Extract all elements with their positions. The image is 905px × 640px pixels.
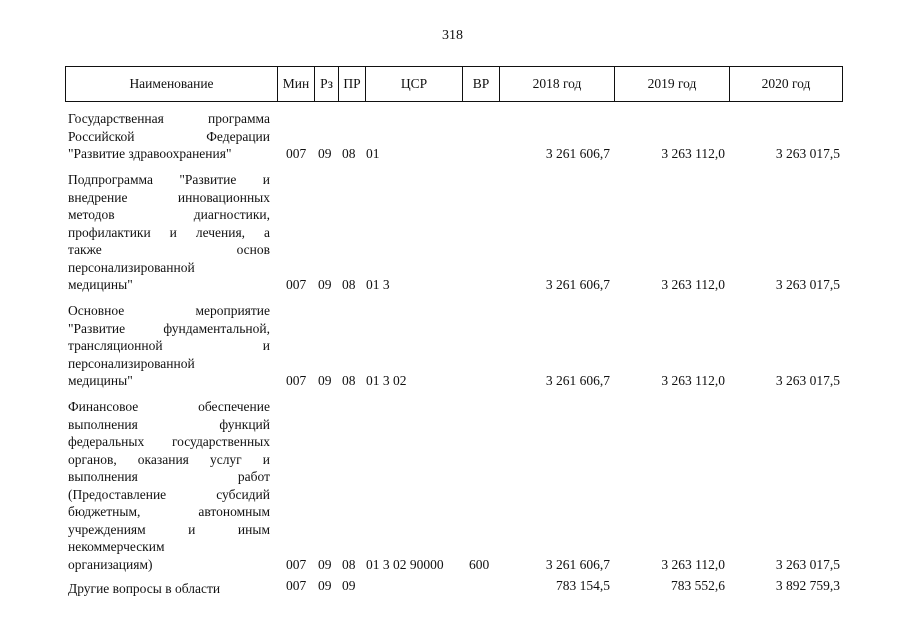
row-name bbox=[68, 580, 270, 598]
row-name-line: Подпрограмма "Развитие и bbox=[68, 172, 270, 187]
row-min: 007 bbox=[286, 556, 307, 572]
row-2020: 3 892 759,3 bbox=[775, 578, 840, 593]
table-row bbox=[0, 398, 905, 573]
row-name-line: методов диагностики, bbox=[68, 207, 270, 222]
row-name-line: также основ bbox=[68, 242, 270, 257]
row-name-line: учреждениям и иным bbox=[68, 521, 270, 537]
row-2019: 3 263 112,0 bbox=[661, 146, 725, 161]
row-2019: 3 263 112,0 bbox=[661, 277, 725, 292]
row-name-line: организациям) bbox=[68, 556, 153, 572]
row-2018: 783 154,5 bbox=[556, 578, 610, 593]
row-name-line: Российской Федерации bbox=[68, 128, 270, 144]
row-2020: 3 263 017,5 bbox=[775, 556, 840, 572]
row-name bbox=[68, 302, 270, 390]
header-csr: ЦСР bbox=[365, 67, 462, 101]
row-rz: 09 bbox=[318, 277, 332, 292]
header-pr: ПР bbox=[338, 67, 365, 101]
header-vr: ВР bbox=[462, 67, 499, 101]
row-csr: 01 3 02 90000 bbox=[366, 556, 444, 572]
table-row bbox=[0, 110, 905, 163]
row-2018: 3 261 606,7 bbox=[545, 373, 610, 388]
row-pr: 09 bbox=[342, 578, 356, 593]
row-csr: 01 3 bbox=[366, 277, 390, 292]
table-header bbox=[65, 66, 843, 102]
row-name-line: выполнения функций bbox=[68, 416, 270, 432]
row-name-line: Финансовое обеспечение bbox=[68, 399, 270, 414]
row-pr: 08 bbox=[342, 146, 356, 161]
row-min: 007 bbox=[286, 277, 307, 292]
row-name-line: внедрение инновационных bbox=[68, 189, 270, 205]
row-name-line: медицины" bbox=[68, 373, 133, 388]
row-name bbox=[68, 398, 270, 573]
header-min: Мин bbox=[277, 67, 314, 101]
row-name-line: бюджетным, автономным bbox=[68, 504, 270, 519]
row-2020: 3 263 017,5 bbox=[775, 277, 840, 292]
row-name-line: профилактики и лечения, а bbox=[68, 224, 270, 240]
header-rz: Рз bbox=[314, 67, 338, 101]
row-name-line: Другие вопросы в области bbox=[68, 581, 221, 596]
row-name bbox=[68, 110, 270, 163]
row-vr: 600 bbox=[469, 556, 490, 572]
row-name-line: "Развитие фундаментальной, bbox=[68, 320, 270, 336]
row-name-line: трансляционной и bbox=[68, 338, 270, 353]
row-csr: 01 3 02 bbox=[366, 373, 407, 388]
row-name-line: органов, оказания услуг и bbox=[68, 451, 270, 467]
row-2019: 3 263 112,0 bbox=[661, 373, 725, 388]
row-min: 007 bbox=[286, 578, 307, 593]
row-min: 007 bbox=[286, 373, 307, 388]
row-name-line: "Развитие здравоохранения" bbox=[68, 146, 232, 161]
row-name-line: персонализированной bbox=[68, 355, 195, 371]
row-pr: 08 bbox=[342, 556, 356, 572]
row-rz: 09 bbox=[318, 556, 332, 572]
row-rz: 09 bbox=[318, 373, 332, 388]
row-min: 007 bbox=[286, 146, 307, 161]
row-2018: 3 261 606,7 bbox=[545, 146, 610, 161]
row-name-line: федеральных государственных bbox=[68, 434, 270, 449]
row-rz: 09 bbox=[318, 146, 332, 161]
row-2018: 3 261 606,7 bbox=[545, 556, 610, 572]
table-row bbox=[0, 171, 905, 294]
header-2018: 2018 год bbox=[499, 67, 614, 101]
row-pr: 08 bbox=[342, 277, 356, 292]
row-name-line: некоммерческим bbox=[68, 539, 165, 554]
row-csr: 01 bbox=[366, 146, 380, 161]
page-number: 318 bbox=[442, 28, 463, 43]
row-2019: 3 263 112,0 bbox=[661, 556, 725, 572]
row-rz: 09 bbox=[318, 578, 332, 593]
table-row bbox=[0, 580, 905, 598]
header-2019: 2019 год bbox=[614, 67, 729, 101]
header-name: Наименование bbox=[129, 76, 214, 91]
row-2020: 3 263 017,5 bbox=[775, 373, 840, 388]
row-2019: 783 552,6 bbox=[671, 578, 725, 593]
row-2020: 3 263 017,5 bbox=[775, 146, 840, 161]
row-name-line: Основное мероприятие bbox=[68, 303, 270, 318]
row-name-line: медицины" bbox=[68, 277, 133, 292]
row-name-line: (Предоставление субсидий bbox=[68, 486, 270, 502]
row-name-line: Государственная программа bbox=[68, 111, 270, 126]
header-2020: 2020 год bbox=[729, 67, 842, 101]
row-name-line: персонализированной bbox=[68, 259, 195, 275]
row-name-line: выполнения работ bbox=[68, 469, 270, 484]
row-2018: 3 261 606,7 bbox=[545, 277, 610, 292]
table-row bbox=[0, 302, 905, 390]
row-pr: 08 bbox=[342, 373, 356, 388]
row-name bbox=[68, 171, 270, 294]
